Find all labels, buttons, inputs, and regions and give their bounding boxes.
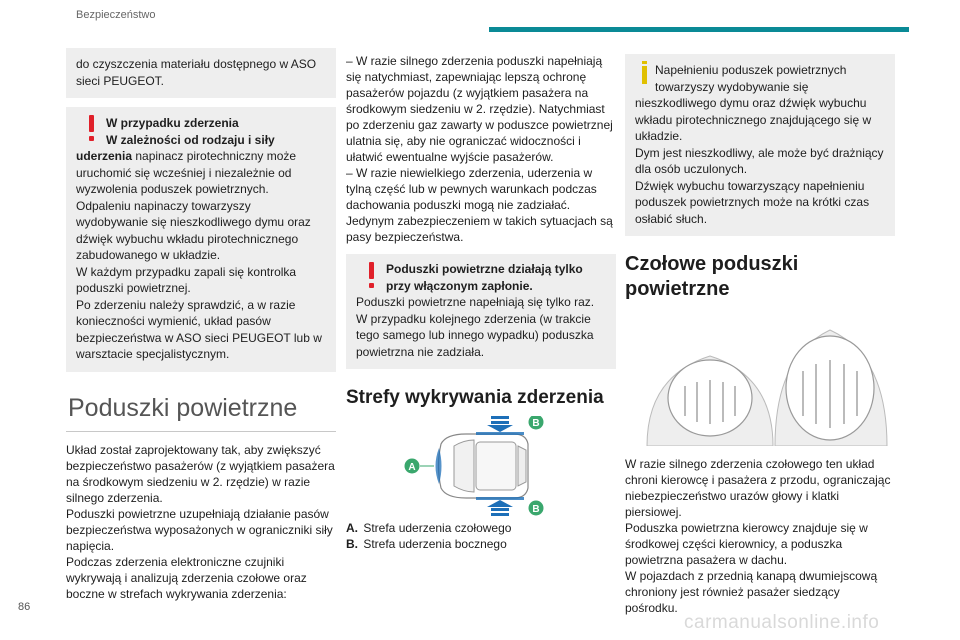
- body-text: [346, 53, 616, 245]
- legend-item: B. Strefa uderzenia bocznego: [346, 537, 507, 551]
- paragraph: W razie silnego zderzenia czołowego ten układ chroni kierowcę i pasażera z przodu, ograniczając niebezpieczeństwo urazów głowy i klatki piersiowej.: [625, 457, 891, 519]
- warning-box: [346, 254, 616, 369]
- continuation-box: [66, 48, 336, 98]
- column-3: [625, 54, 895, 616]
- section-heading: Poduszki powietrzne: [68, 393, 298, 422]
- paragraph: Poduszka powietrzna kierowcy znajduje się w środkowej części kierownicy, a poduszka powietrzna pasażera w dachu.: [625, 521, 868, 567]
- warning-para: Odpaleniu napinaczy towarzyszy wydobywanie się nieszkodliwego dymu oraz dźwięk wybuchu wkładu pirotechnicznego zabudowanego w układzie.: [76, 198, 311, 262]
- paragraph: W pojazdach z przednią kanapą dwumiejscową chroniony jest również pasażer siedzący pośrodku.: [625, 569, 878, 615]
- info-para: Dźwięk wybuchu towarzyszący napełnieniu poduszek powietrznych może na krótki czas osłabić słuch.: [635, 178, 870, 226]
- warning-title-2: W zależności od rodzaju i siły: [106, 132, 275, 147]
- body-text: [66, 442, 336, 602]
- warning-title-1: W przypadku zderzenia: [106, 116, 239, 130]
- paragraph: Układ został zaprojektowany tak, aby zwiększyć bezpieczeństwo pasażerów (z wyjątkiem pasażera na środkowym siedzeniu w 2. rzędzie) w razie silnego zderzenia.: [66, 442, 335, 505]
- warning-title-1: Poduszki powietrzne działają tylko: [386, 262, 583, 276]
- warning-icon: [364, 262, 380, 290]
- page-number: 86: [18, 601, 31, 613]
- info-para: Dym jest nieszkodliwy, ale może być drażniący dla osób uczulonych.: [635, 145, 884, 176]
- warning-icon: [84, 115, 100, 143]
- info-icon: [642, 61, 647, 64]
- info-line: Napełnieniu poduszek powietrznych: [655, 63, 847, 77]
- legend-item: A. Strefa uderzenia czołowego: [346, 521, 512, 535]
- label-b: B: [532, 418, 540, 429]
- info-line: towarzyszy wydobywanie się: [655, 79, 809, 94]
- car-windshield: [454, 440, 474, 492]
- header-accent-bar: [489, 27, 909, 32]
- paragraph: – W razie silnego zderzenia poduszki napełniają się natychmiast, zapewniając lepszą ochronę pasażerów pojazdu (z wyjątkiem pasażera na środkowym siedzeniu w 2. rzędzie). Natychmiast po zderzeniu gaz zawarty w poduszce powietrznej ulatnia się, aby nie ograniczać widoczności i ułatwić ewentualne wyjście pasażerów.: [346, 54, 613, 164]
- section-title: Bezpieczeństwo: [76, 9, 156, 21]
- heading-divider: [66, 431, 336, 432]
- driver-airbag-illustration: [647, 356, 773, 446]
- info-box: [625, 54, 895, 236]
- paragraph: Poduszki powietrzne uzupełniają działanie pasów bezpieczeństwa wyposażonych w ograniczniki siły napięcia.: [66, 506, 333, 553]
- warning-title-2: przy włączonym zapłonie.: [386, 278, 533, 293]
- warning-lead: uderzenia napinacz pirotechniczny może uruchomić się wcześniej i niezależnie od wyzwolenia poduszek powietrznych.: [76, 149, 297, 196]
- car-rear-window: [518, 446, 526, 486]
- warning-para: Poduszki powietrzne napełniają się tylko raz. W przypadku kolejnego zderzenia (w trakcie tego samego lub innego wypadku) poduszka powietrzna nie zadziała.: [356, 295, 595, 359]
- warning-box: [66, 107, 336, 372]
- label-b: B: [532, 504, 540, 515]
- diagram-legend: [346, 520, 616, 552]
- column-2: [346, 53, 616, 552]
- side-arrows-bottom: [476, 497, 524, 516]
- watermark: carmanualsonline.info: [684, 612, 880, 633]
- side-arrows-top: [476, 416, 524, 435]
- info-icon-bar: [642, 66, 647, 84]
- frontal-airbag-figure: [625, 316, 895, 446]
- warning-para: W każdym przypadku zapali się kontrolka poduszki powietrznej.: [76, 264, 297, 295]
- column-1: [66, 48, 336, 602]
- car-top-view-figure: [346, 416, 616, 516]
- label-a: A: [408, 462, 416, 473]
- car-roof: [476, 442, 516, 490]
- warning-para: Po zderzeniu należy sprawdzić, a w razie konieczności wymienić, układ pasów bezpieczeństwa w ASO sieci PEUGEOT lub w warsztacie specjalistycznym.: [76, 297, 322, 361]
- paragraph: – W razie niewielkiego zderzenia, uderzenia w tylną część lub w pewnych warunkach podczas dachowania poduszki mogą nie zadziałać.: [346, 166, 597, 212]
- section-heading: Czołowe poduszki powietrzne: [625, 253, 799, 300]
- paragraph: Podczas zderzenia elektroniczne czujniki wykrywają i analizują zderzenia czołowe oraz boczne w strefach wykrywania zderzenia:: [66, 554, 307, 601]
- crash-zone-diagram: [346, 416, 616, 516]
- body-text: [625, 456, 895, 616]
- continuation-text: do czyszczenia materiału dostępnego w ASO sieci PEUGEOT.: [76, 57, 317, 88]
- paragraph: Jedynym zabezpieczeniem w takich sytuacjach są pasy bezpieczeństwa.: [346, 214, 613, 244]
- section-heading: Strefy wykrywania zderzenia: [346, 387, 604, 408]
- passenger-airbag-illustration: [775, 330, 887, 446]
- info-para: nieszkodliwego dymu oraz dźwięk wybuchu wkładu pirotechnicznego znajdującego się w układzie.: [635, 96, 872, 143]
